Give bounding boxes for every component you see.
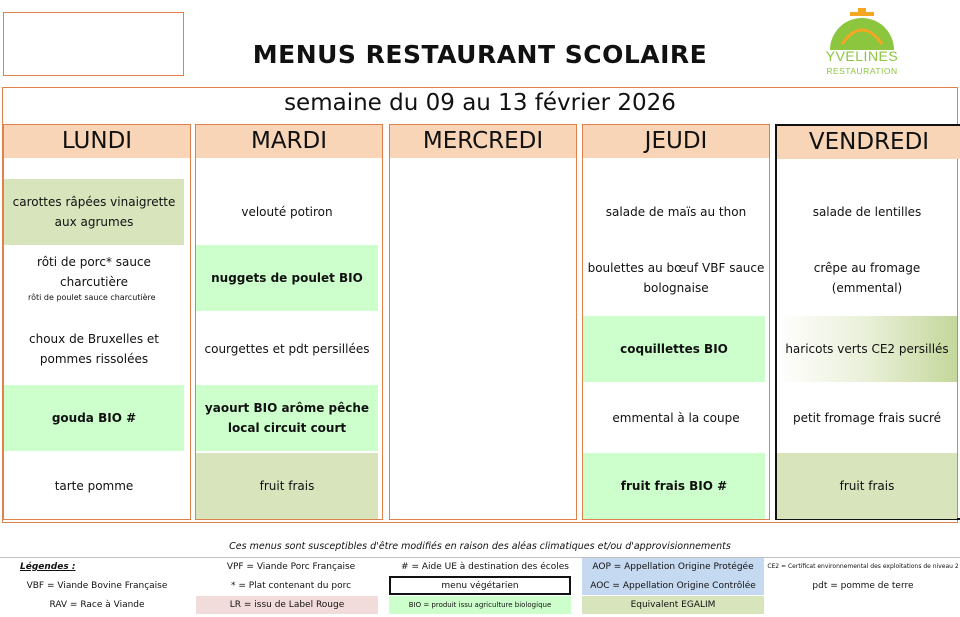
day-header: MERCREDI [390,125,576,158]
brand-name: YVELINES [825,48,899,64]
menu-item: crêpe au fromage (emmental) [813,261,921,295]
menu-item: tarte pomme [54,479,134,493]
legend-ce2: CE2 = Certificat environnemental des exploitations de niveau 2 [767,563,959,570]
legend-title: Légendes : [20,562,76,572]
day-column-mercredi [389,124,577,520]
legend-plat-porc: * = Plat contenant du porc [230,580,352,591]
day-header: JEUDI [583,125,769,158]
brand-subtitle: RESTAURATION [826,66,898,76]
week-label: semaine du 09 au 13 février 2026 [284,90,676,116]
disclaimer-note: Ces menus sont susceptibles d'être modifiés en raison des aléas climatiques et/ou d'approvisionnements [229,541,731,552]
legend-egalim: Equivalent EGALIM [582,596,764,614]
legend-rav: RAV = Race à Viande [49,600,145,610]
menu-item: velouté potiron [241,205,333,219]
logo-placeholder [3,12,184,76]
menu-item: fruit frais [777,453,957,519]
menu-item: choux de Bruxelles et pommes rissolées [29,332,159,366]
menu-item: gouda BIO # [4,385,184,451]
menu-item: boulettes au bœuf VBF sauce bolognaise [587,261,765,295]
legend-aop: AOP = Appellation Origine Protégée [582,558,764,576]
menu-item: emmental à la coupe [612,411,740,425]
legend-vpf: VPF = Viande Porc Française [226,562,356,572]
menu-item: yaourt BIO arôme pêche local circuit court [196,385,378,451]
page-title: MENUS RESTAURANT SCOLAIRE [252,40,708,69]
menu-item: salade de maïs au thon [605,205,747,219]
menu-item: courgettes et pdt persillées [204,342,370,356]
menu-item: rôti de porc* sauce charcutière rôti de poulet sauce charcutière [4,245,184,311]
menu-item: coquillettes BIO [583,316,765,382]
day-header: LUNDI [4,125,190,158]
legend-vegetarien: menu végétarien [389,576,571,595]
legend-bio: BIO = produit issu agriculture biologique [389,596,571,614]
brand-logo [812,6,922,74]
menu-item: petit fromage frais sucré [792,411,942,425]
menu-item: carottes râpées vinaigrette aux agrumes [4,179,184,245]
menu-item: fruit frais BIO # [583,453,765,519]
day-header: MARDI [196,125,382,158]
menu-item: fruit frais [196,453,378,519]
menu-item-alternative: rôti de poulet sauce charcutière [28,293,156,302]
legend-vbf: VBF = Viande Bovine Française [26,580,168,591]
menu-item: haricots verts CE2 persillés [777,316,957,382]
day-header: VENDREDI [777,126,960,159]
brand-emblem-icon [812,6,912,50]
legend-aide-ue: # = Aide UE à destination des écoles [401,562,569,572]
legend-aoc: AOC = Appellation Origine Contrôlée [582,576,764,595]
legend-pdt: pdt = pomme de terre [812,580,914,591]
menu-item: salade de lentilles [812,205,922,219]
legend-label-rouge: LR = issu de Label Rouge [196,596,378,614]
menu-item: nuggets de poulet BIO [196,245,378,311]
